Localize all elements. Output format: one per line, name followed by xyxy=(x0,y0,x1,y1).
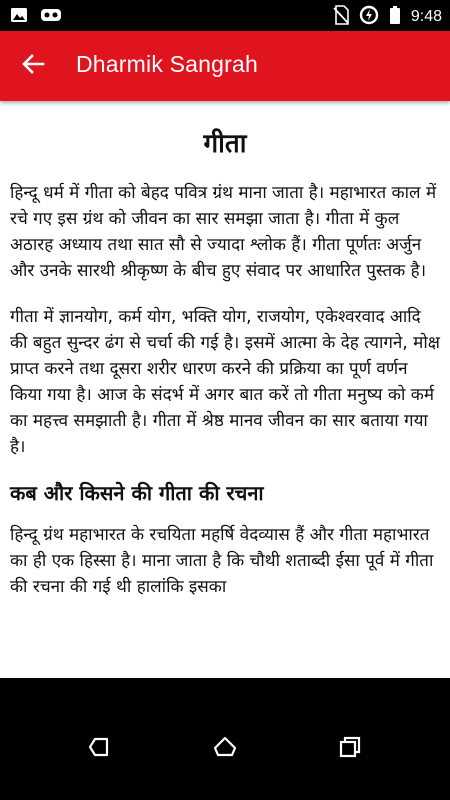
home-icon xyxy=(212,735,238,763)
app-title: Dharmik Sangrah xyxy=(76,51,258,77)
nav-back-button[interactable] xyxy=(70,731,130,767)
battery-icon xyxy=(389,5,401,29)
article-paragraph: गीता में ज्ञानयोग, कर्म योग, भक्ति योग, राजयोग, एकेश्वरवाद आदि की बहुत सुन्दर ढंग से चर्चा की गई है। इसमें आत्मा के देह त्यागने, मोक्ष प्राप्त करने तथा दूसरा शरीर धारण करने की प्रक्रिया का पूर्ण वर्णन किया गया है। आज के संदर्भ में अगर बात करें तो गीता मनुष्य को कर्म का महत्त्व समझाती है। गीता में श्रेष्ठ मानव जीवन का सार बताया गया है। xyxy=(10,307,440,457)
navigation-bar xyxy=(0,678,450,800)
status-bar xyxy=(0,0,450,31)
status-time: 9:48 xyxy=(410,8,442,25)
nav-recents-button[interactable] xyxy=(320,731,380,767)
arrow-back-icon xyxy=(21,53,45,79)
back-icon xyxy=(88,736,112,762)
nav-home-button[interactable] xyxy=(195,731,255,767)
android-debug-icon xyxy=(40,7,62,27)
page-title: गीता xyxy=(203,129,247,159)
recents-icon xyxy=(338,735,362,763)
no-sim-icon xyxy=(333,5,349,29)
back-button[interactable] xyxy=(18,52,48,80)
section-heading: कब और किसने की गीता की रचना xyxy=(10,481,264,505)
data-saver-icon xyxy=(359,5,379,29)
article-paragraph: हिन्दू ग्रंथ महाभारत के रचयिता महर्षि वेदव्यास हैं और गीता महाभारत का ही एक हिस्सा है। माना जाता है कि चौथी शताब्दी ईसा पूर्व में गीता की रचना की गई थी हालांकि इसका xyxy=(10,525,434,597)
image-icon xyxy=(10,6,28,28)
article-content[interactable] xyxy=(0,101,450,678)
article-paragraph: हिन्दू धर्म में गीता को बेहद पवित्र ग्रंथ माना जाता है। महाभारत काल में रचे गए इस ग्रंथ को जीवन का सार समझा जाता है। गीता में कुल अठारह अध्याय तथा सात सौ से ज्यादा श्लोक हैं। गीता पूर्णतः अर्जुन और उनके सारथी श्रीकृष्ण के बीच हुए संवाद पर आधारित पुस्तक है। xyxy=(10,183,437,281)
app-bar xyxy=(0,31,450,101)
